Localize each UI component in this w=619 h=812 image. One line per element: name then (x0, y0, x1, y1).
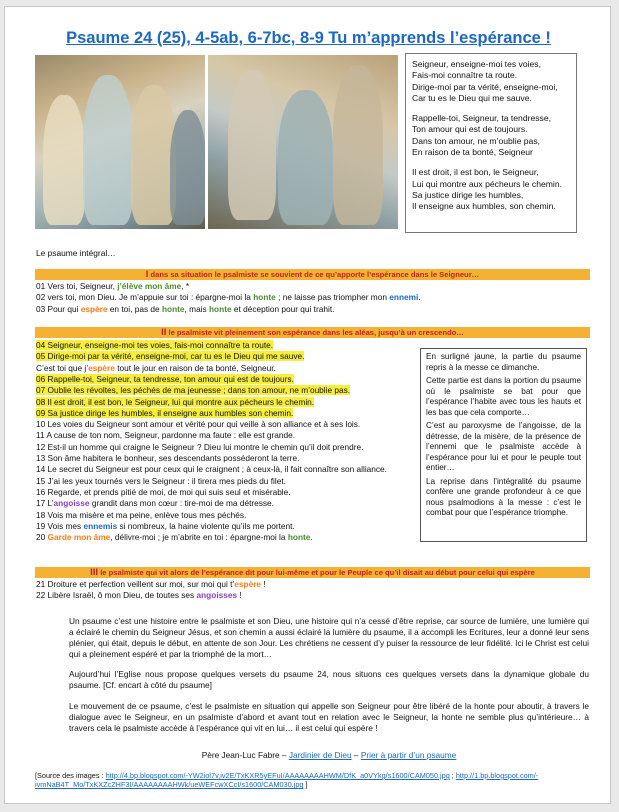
psalm-line (36, 579, 266, 590)
line-text: C’est toi que j’ (36, 362, 89, 373)
keyword-blue: ennemis (83, 520, 118, 531)
section-heading: le psalmiste vit pleinement son espérance dans les aléas, jusqu’à un crescendo… (166, 328, 464, 337)
commentary (69, 616, 589, 743)
psalm-line: 12 Est-il un homme qui craigne le Seigneur ? Dieu lui montre le chemin qu’il doit prendre. (36, 441, 364, 452)
section-band-2 (35, 327, 590, 338)
side-note-paragraph: La reprise dans l’intégralité du psaume confère une grande profondeur à ce que nous psalmodions à la messe : c’est le combat pour que l’espérance triomphe. (426, 476, 581, 517)
painting-left (35, 55, 205, 229)
line-text: en toi, pas de (107, 303, 162, 314)
verse-stanza: Rappelle-toi, Seigneur, ta tendresse, Ton amour qui est de toujours. Dans ton amour, ne m’oublie pas, En raison de ta bonté, Seigneur (412, 113, 552, 158)
line-text: , mais (184, 303, 209, 314)
keyword-violet: angoisse (53, 498, 90, 509)
section-number: I (145, 269, 149, 280)
highlighted-line: 07 Oublie les révoltes, les péchés de ma jeunesse ; dans ton amour, ne m’oublie pas. (36, 385, 351, 396)
psalm-line: 10 Les voies du Seigneur sont amour et vérité pour qui veille à son alliance et à ses lois. (36, 419, 361, 430)
keyword-orange: espère (234, 579, 262, 589)
signature (69, 750, 589, 760)
highlighted-line: 04 Seigneur, enseigne-moi tes voies, fais-moi connaître ta route. (36, 340, 274, 350)
keyword-orange: espère (80, 303, 108, 314)
separator: ; (449, 771, 456, 780)
line-text: , délivre-moi ; je m’abrite en toi : épargne-moi la (110, 532, 288, 543)
side-note-paragraph: C’est au paroxysme de l’angoisse, de la détresse, de la misère, de la présence de l’ennemi que le psalmiste accède à l’espérance pour lui et pour le peuple tout entier… (426, 421, 581, 472)
line-text: grandit dans mon cœur : tire-moi de ma détresse. (89, 498, 274, 509)
highlighted-line: 08 Il est droit, il est bon, le Seigneur, lui qui montre aux pécheurs le chemin. (36, 396, 315, 407)
commentary-paragraph: Un psaume c’est une histoire entre le psalmiste et son Dieu, une histoire qui n’a cessé d’être reprise, car source de lumière, une lumière qui a éclairé le chemin du Seigneur Jésus, et son chemin a aussi éclairé la lumière du psaume, il a accompli les Ecritures, leur a donné leur sens plénier, qui était, depuis le début, en attente de son Jour. Les chrétiens ne cessent d’y puiser la ressource de leur fidélité. Ici le Christ est celui qui a pleinement espéré et par la triomphé de la mort… (69, 616, 589, 660)
line-text: . (418, 292, 421, 303)
psalm-line: 16 Regarde, et prends pitié de moi, de moi qui suis seul et misérable. (36, 486, 291, 497)
psalm-line (36, 532, 313, 543)
psalm-line: 15 J’ai les yeux tournés vers le Seigneur : il tirera mes pieds du filet. (36, 475, 286, 486)
verse-box (405, 53, 577, 233)
psalm-line: 14 Le secret du Seigneur est pour ceux qui le craignent ; à ceux-là, il fait connaître son alliance. (36, 464, 387, 475)
psalm-line (36, 521, 295, 532)
psalm-line: 18 Vois ma misère et ma peine, enlève tous mes péchés. (36, 509, 247, 520)
line-text: 21 Droiture et perfection veillent sur moi, sur moi qui t’ (36, 579, 235, 589)
side-note-box (420, 348, 587, 542)
keyword-blue: ennemi (389, 292, 419, 303)
source-label: [Source des images : (35, 771, 106, 780)
psalm-line (36, 408, 293, 419)
painting-right (208, 55, 398, 229)
image-sources (35, 771, 590, 790)
author-name: Père Jean-Luc Fabre – (201, 750, 289, 760)
psalm-line (36, 281, 189, 292)
psalm-line: 11 A cause de ton nom, Seigneur, pardonne ma faute : elle est grande. (36, 430, 296, 441)
line-text: 01 Vers toi, Seigneur, (36, 281, 118, 291)
keyword-violet: angoisses (196, 590, 238, 601)
image-source-link-1[interactable]: http://4.bp.blogspot.com/-YW2iol7v,iv2E/TxKXR5yEFuI/AAAAAAAAHWM/DfK_a0VYkg/s1600/CAM050.jpg (105, 771, 450, 780)
keyword-green: honte (287, 532, 311, 543)
keyword-green: honte (253, 292, 276, 303)
side-note-paragraph: En surligné jaune, la partie du psaume repris à la messe ce dimanche. (426, 352, 581, 372)
separator: – (351, 750, 361, 760)
section-number: III (90, 567, 99, 578)
side-note-paragraph: Cette partie est dans la portion du psaume où le psalmiste se bat pour que l’espérance l’habite avec tous les hauts et les bas que cela comporte… (426, 376, 581, 417)
commentary-paragraph: Le mouvement de ce psaume, c’est le psalmiste en situation qui appelle son Seigneur pour être libéré de la honte pour aboutir, à travers le dialogue avec le Seigneur, en un psalmiste d’abord et avant tout en relation avec le Seigneur, la honte ne semble plus qu’intérieure… à travers cela le psalmiste accède à l’espérance qui vit en lui… il est celui qui espère ! (69, 700, 589, 733)
highlighted-line: 05 Dirige-moi par ta vérité, enseigne-moi, car tu es le Dieu qui me sauve. (36, 351, 305, 362)
keyword-orange: espère (88, 362, 115, 373)
image-source-link-2[interactable]: http://1.bp.blogspot.com/-ivmNaB4T_Mo/TxKXZcZHF3I/AAAAAAAAHWk/ueWEFcwXCcI/s1600/CAM030.jpg (35, 771, 539, 790)
keyword-green: honte (161, 303, 185, 314)
psalm-line (36, 498, 274, 509)
line-text: 03 Pour qui (36, 303, 81, 314)
keyword-orange: Garde mon âme (47, 532, 111, 543)
line-text: et déception pour qui trahit. (231, 303, 335, 314)
psalm-line (36, 397, 314, 408)
highlighted-line: 09 Sa justice dirige les humbles, il enseigne aux humbles son chemin. (36, 407, 294, 418)
line-text: tout le jour en raison de ta bonté, Seigneur. (114, 362, 276, 373)
keyword-green: j’élève mon âme (117, 281, 182, 291)
psalm-line (36, 340, 273, 351)
keyword-green: honte (208, 303, 232, 314)
page (4, 6, 611, 804)
section-number: II (161, 327, 167, 338)
psalm-line (36, 292, 421, 303)
blog-link[interactable]: Jardinier de Dieu (288, 750, 352, 760)
commentary-paragraph: Aujourd’hui l’Eglise nous propose quelques versets du psaume 24, nous situons ces quelques versets dans la dynamique globale du psaume. [Cf. encart à côté du psaume] (69, 669, 589, 691)
section-band-1 (35, 269, 590, 280)
psalm-line (36, 590, 242, 601)
psalm-line (36, 304, 334, 315)
source-end: ] (303, 780, 308, 790)
section-band-3 (35, 567, 590, 578)
psalm-line: 13 Son âme habitera le bonheur, ses descendants posséderont la terre. (36, 453, 300, 463)
line-text: ! (237, 590, 242, 601)
section-heading: le psalmiste qui vit alors de l’espérance dit pour lui-même et pour le Peuple ce qu’il disait au début pour celui qui espère (98, 568, 535, 577)
line-text: 19 Vois mes (36, 520, 84, 531)
psalm-line (36, 363, 276, 374)
verse-stanza: Seigneur, enseigne-moi tes voies, Fais-moi connaître ta route. Dirige-moi par ta vérité, enseigne-moi, Car tu es le Dieu qui me sauve. (412, 59, 558, 103)
psalm-line (36, 385, 350, 396)
highlighted-line: 06 Rappelle-toi, Seigneur, ta tendresse, ton amour qui est de toujours. (36, 373, 294, 384)
line-text: 02 vers toi, mon Dieu. Je m’appuie sur toi : épargne-moi la (36, 292, 254, 303)
psalm-line (36, 374, 294, 385)
line-text: 20 (36, 532, 48, 543)
intro-text: Le psaume intégral… (36, 248, 116, 258)
verse-stanza: Il est droit, il est bon, le Seigneur, Lui qui montre aux pécheurs le chemin. Sa justice dirige les humbles, Il enseigne aux humbles, son chemin. (412, 167, 562, 212)
line-text: , * (181, 281, 190, 291)
line-text: 17 L’ (36, 498, 54, 509)
section-heading: dans sa situation le psalmiste se souvient de ce qu’apporte l’espérance dans le Seigneur… (148, 270, 480, 279)
prayer-link[interactable]: Prier à partir d’un psaume (360, 750, 457, 760)
line-text: ; ne laisse pas triompher mon (275, 292, 390, 303)
line-text: ! (261, 579, 266, 589)
line-text: si nombreux, la haine violente qu’ils me portent. (117, 520, 295, 531)
psalm-line (36, 351, 304, 362)
page-title: Psaume 24 (25), 4-5ab, 6-7bc, 8-9 Tu m’apprends l’espérance ! (66, 29, 551, 47)
line-text: . (310, 532, 313, 543)
line-text: 22 Libère Israël, ô mon Dieu, de toutes ses (36, 590, 197, 601)
